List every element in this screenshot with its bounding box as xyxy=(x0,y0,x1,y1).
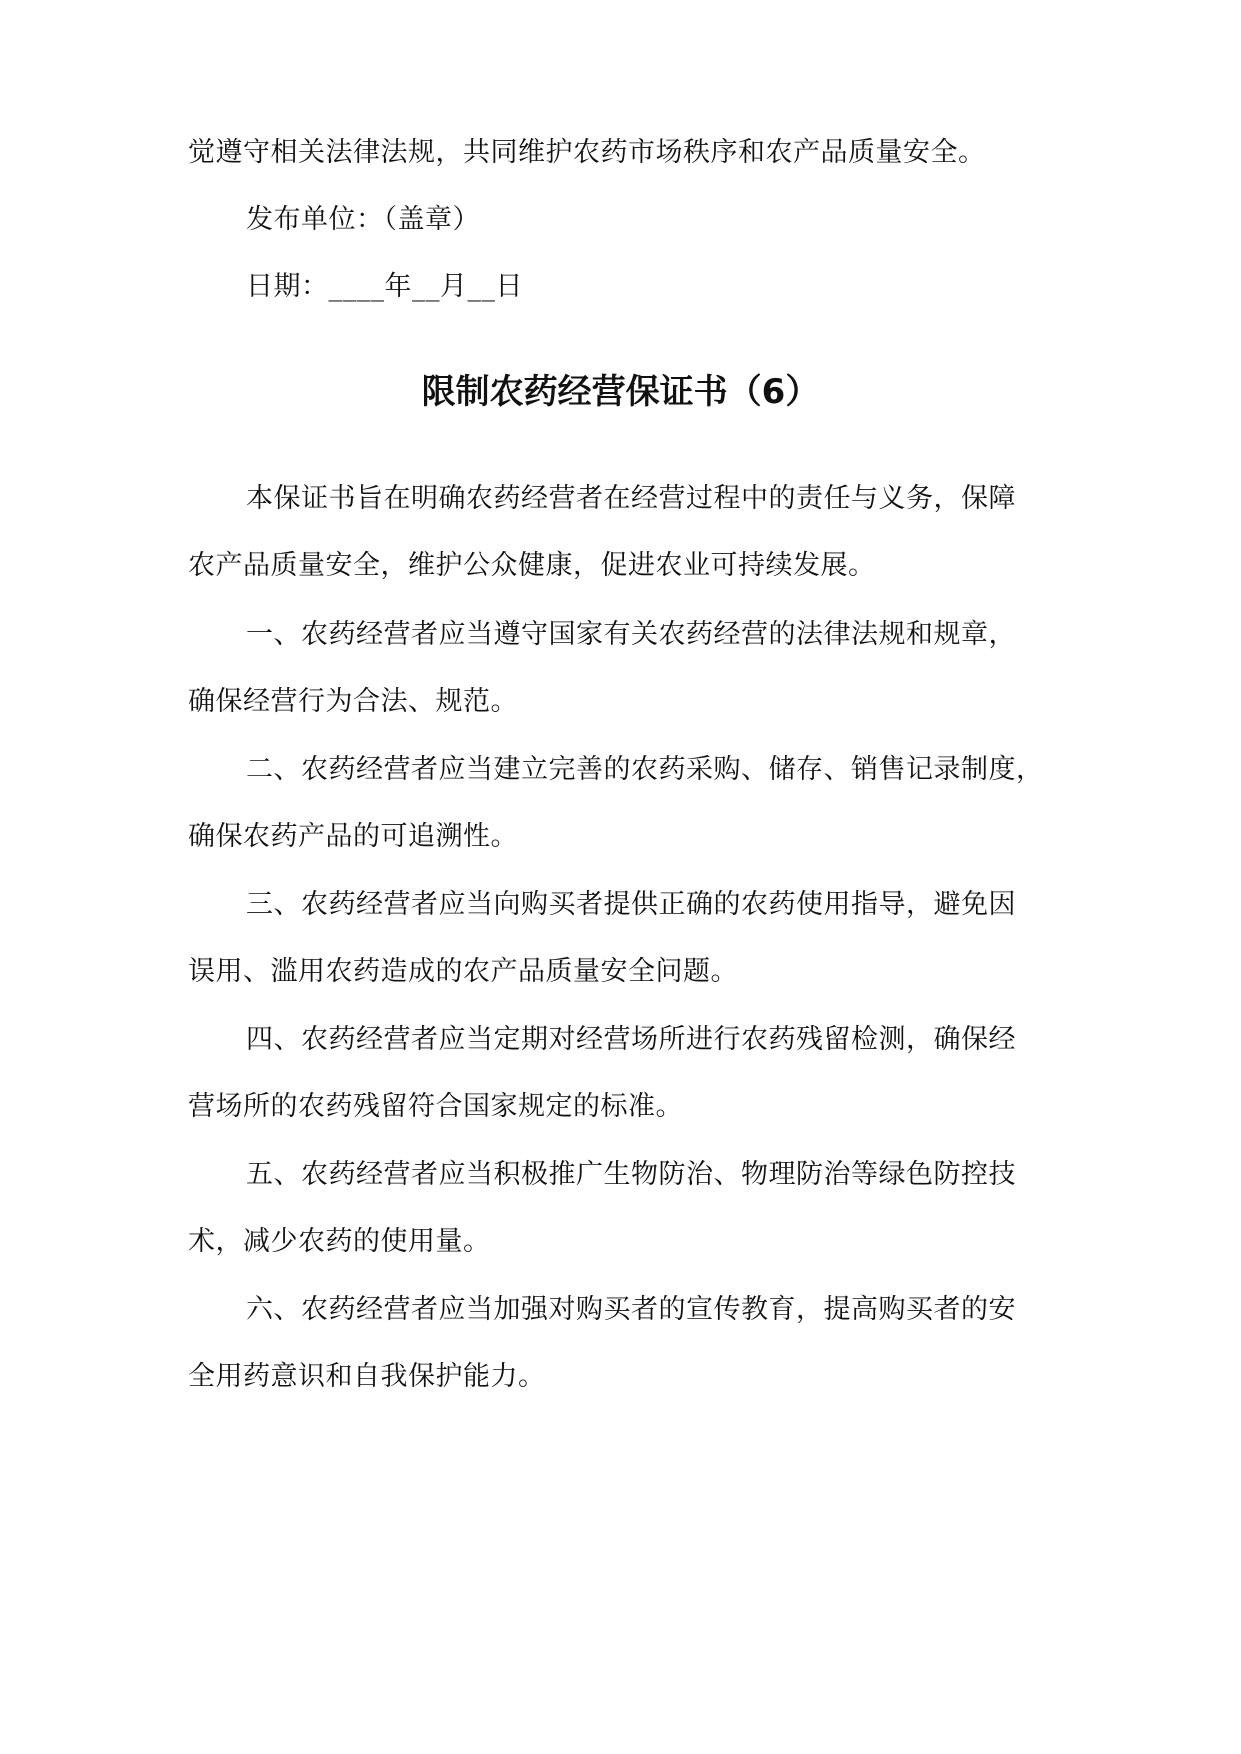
clause-5-line-2: 术，减少农药的使用量。 xyxy=(188,1226,491,1257)
clause-6-line-2: 全用药意识和自我保护能力。 xyxy=(188,1361,546,1392)
intro-line-1: 本保证书旨在明确农药经营者在经营过程中的责任与义务，保障 xyxy=(246,483,1016,514)
clause-2-line-2: 确保农药产品的可追溯性。 xyxy=(188,821,518,852)
clause-2-line-1: 二、农药经营者应当建立完善的农药采购、储存、销售记录制度， xyxy=(246,754,1044,785)
document-title: 限制农药经营保证书（6） xyxy=(421,372,820,412)
clause-5-line-1: 五、农药经营者应当积极推广生物防治、物理防治等绿色防控技 xyxy=(246,1159,1016,1190)
clause-4-line-1: 四、农药经营者应当定期对经营场所进行农药残留检测，确保经 xyxy=(246,1024,1016,1055)
intro-line-2: 农产品质量安全，维护公众健康，促进农业可持续发展。 xyxy=(188,550,876,581)
clause-4-line-2: 营场所的农药残留符合国家规定的标准。 xyxy=(188,1091,683,1122)
clause-3-line-1: 三、农药经营者应当向购买者提供正确的农药使用指导，避免因 xyxy=(246,889,1016,920)
clause-3-line-2: 误用、滥用农药造成的农产品质量安全问题。 xyxy=(188,956,738,987)
clause-6-line-1: 六、农药经营者应当加强对购买者的宣传教育，提高购买者的安 xyxy=(246,1294,1016,1325)
preamble-continuation: 觉遵守相关法律法规，共同维护农药市场秩序和农产品质量安全。 xyxy=(188,137,986,168)
date-line: 日期：____年__月__日 xyxy=(246,271,523,302)
clause-1-line-1: 一、农药经营者应当遵守国家有关农药经营的法律法规和规章， xyxy=(246,619,1016,650)
issuer-line: 发布单位：（盖章） xyxy=(246,204,480,235)
clause-1-line-2: 确保经营行为合法、规范。 xyxy=(188,686,518,717)
